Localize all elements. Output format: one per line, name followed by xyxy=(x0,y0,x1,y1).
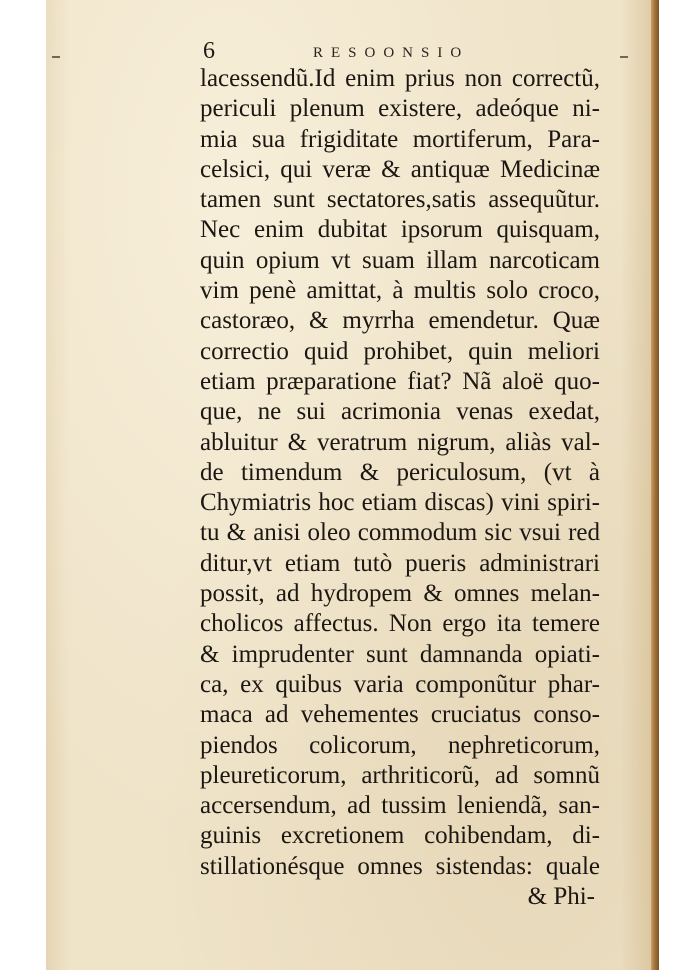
text-line: quin opium vt suam illam narcoticam xyxy=(200,246,600,274)
text-line: Chymiatris hoc etiam discas) vini spiri- xyxy=(200,489,600,517)
text-line: periculi plenum existere, adeóque ni- xyxy=(200,95,600,123)
text-line: vim penè amittat, à multis solo croco, xyxy=(200,277,600,305)
text-line: lacessendũ.Id enim prius non correctũ, xyxy=(200,65,600,92)
text-line: Nec enim dubitat ipsorum quisquam, xyxy=(200,216,600,244)
text-line: correctio quid prohibet, quin meliori xyxy=(200,337,600,365)
text-line: mia sua frigiditate mortiferum, Para- xyxy=(200,125,600,153)
text-line: possit, ad hydropem & omnes melan- xyxy=(200,580,600,608)
text-line: que, ne sui acrimonia venas exedat, xyxy=(200,398,600,426)
text-line: tamen sunt sectatores,satis assequũtur. xyxy=(200,186,600,214)
text-line: castoræo, & myrrha emendetur. Quæ xyxy=(200,307,600,335)
running-title: RESOONSIO xyxy=(313,45,470,61)
margin-tick-mark xyxy=(52,56,60,58)
text-line: guinis excretionem cohibendam, di- xyxy=(200,822,600,850)
text-line: & imprudenter sunt damnanda opiati- xyxy=(200,640,600,668)
text-line: cholicos affectus. Non ergo ita temere xyxy=(200,610,600,638)
text-line: tu & anisi oleo commodum sic vsui red xyxy=(200,519,600,547)
body-text xyxy=(200,64,610,912)
text-line: maca ad vehementes cruciatus conso- xyxy=(200,701,600,729)
text-line: de timendum & periculosum, (vt à xyxy=(200,458,600,486)
text-line: abluitur & veratrum nigrum, aliàs val- xyxy=(200,428,600,456)
text-line: pleureticorum, arthriticorũ, ad somnũ xyxy=(200,761,600,789)
text-line: ditur,vt etiam tutò pueris administrari xyxy=(200,549,600,577)
text-line: stillationésque omnes sistendas: quale xyxy=(200,852,600,880)
page-edge xyxy=(651,0,659,970)
text-line: ca, ex quibus varia componũtur phar- xyxy=(200,670,600,698)
text-line: accersendum, ad tussim leniendã, san- xyxy=(200,792,600,820)
text-line: piendos colicorum, nephreticorum, xyxy=(200,731,600,759)
margin-tick-mark xyxy=(620,56,628,58)
text-line: etiam præparatione fiat? Nã aloë quo- xyxy=(200,367,600,395)
catchword: & Phi- xyxy=(527,883,595,911)
page-number: 6 xyxy=(203,38,215,64)
text-line: celsici, qui veræ & antiquæ Medicinæ xyxy=(200,155,600,183)
